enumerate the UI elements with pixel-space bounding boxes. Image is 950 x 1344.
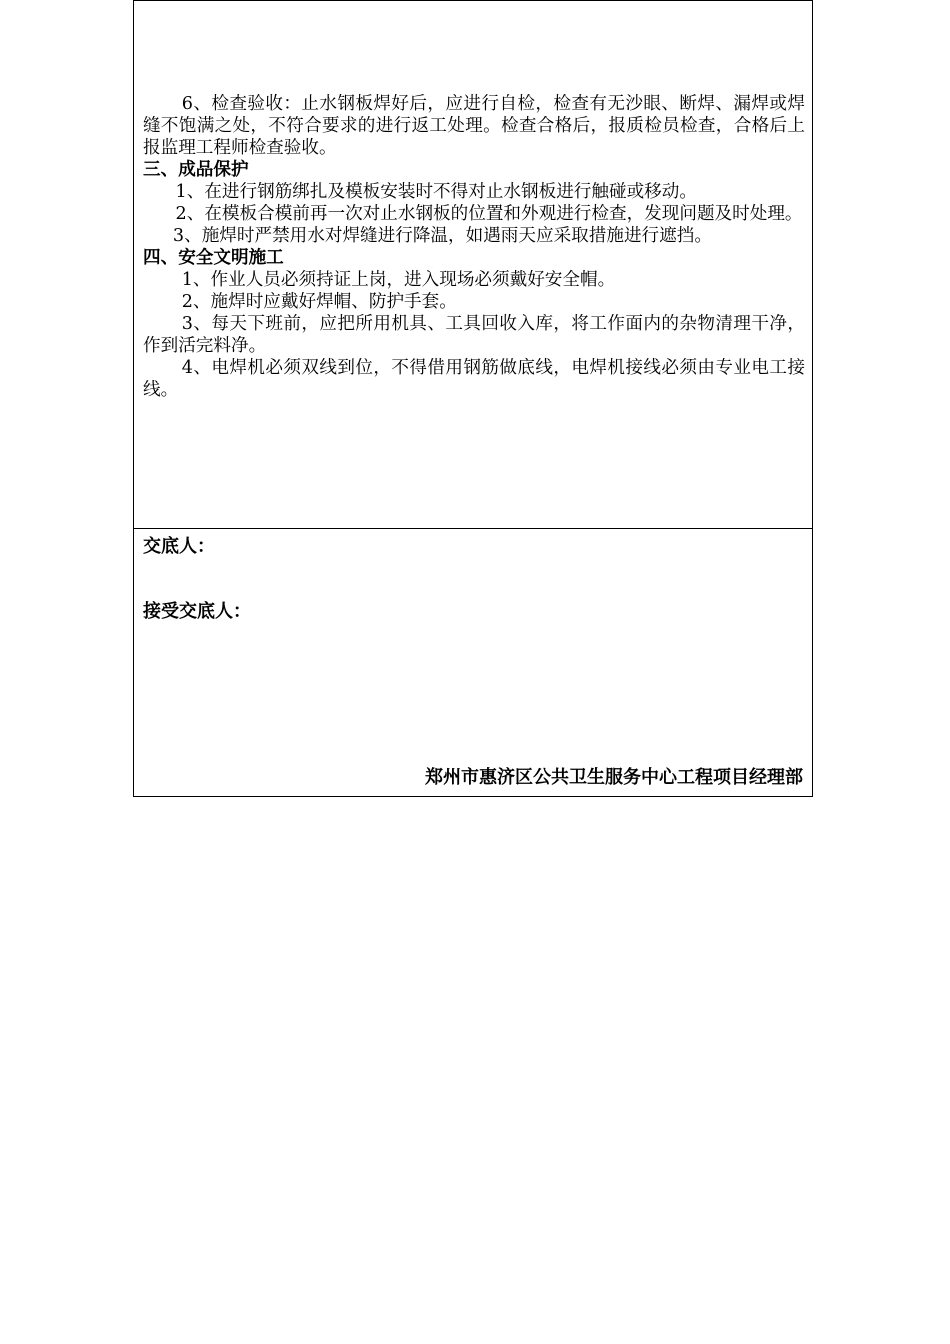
list-item: 1、在进行钢筋绑扎及模板安装时不得对止水钢板进行触碰或移动。 (175, 182, 697, 202)
paragraph-inspection: 6、检查验收：止水钢板焊好后，应进行自检，检查有无沙眼、断焊、漏焊或焊缝不饱满之处，不符合要求的进行返工处理。检查合格后，报质检员检查，合格后上报监理工程师检查验收。 (143, 94, 805, 158)
content-cell (134, 1, 812, 529)
list-item: 4、电焊机必须双线到位，不得借用钢筋做底线，电焊机接线必须由专业电工接线。 (143, 358, 805, 400)
section-heading-product-protection: 三、成品保护 (143, 159, 249, 180)
briefing-content (143, 93, 805, 401)
list-item: 2、在模板合模前再一次对止水钢板的位置和外观进行检查，发现问题及时处理。 (175, 204, 803, 224)
list-item: 2、施焊时应戴好焊帽、防护手套。 (181, 292, 457, 312)
list-item: 3、施焊时严禁用水对焊缝进行降温，如遇雨天应采取措施进行遮挡。 (172, 226, 712, 246)
list-item: 1、作业人员必须持证上岗，进入现场必须戴好安全帽。 (181, 270, 616, 290)
signature-cell (134, 529, 812, 796)
list-item: 3、每天下班前，应把所用机具、工具回收入库，将工作面内的杂物清理干净，作到活完料净。 (143, 314, 805, 356)
organization-name: 郑州市惠济区公共卫生服务中心工程项目经理部 (425, 767, 803, 788)
receiver-label: 接受交底人： (143, 601, 251, 622)
briefer-label: 交底人： (143, 536, 215, 557)
section-heading-safety: 四、安全文明施工 (143, 247, 284, 268)
briefing-table (133, 0, 813, 797)
